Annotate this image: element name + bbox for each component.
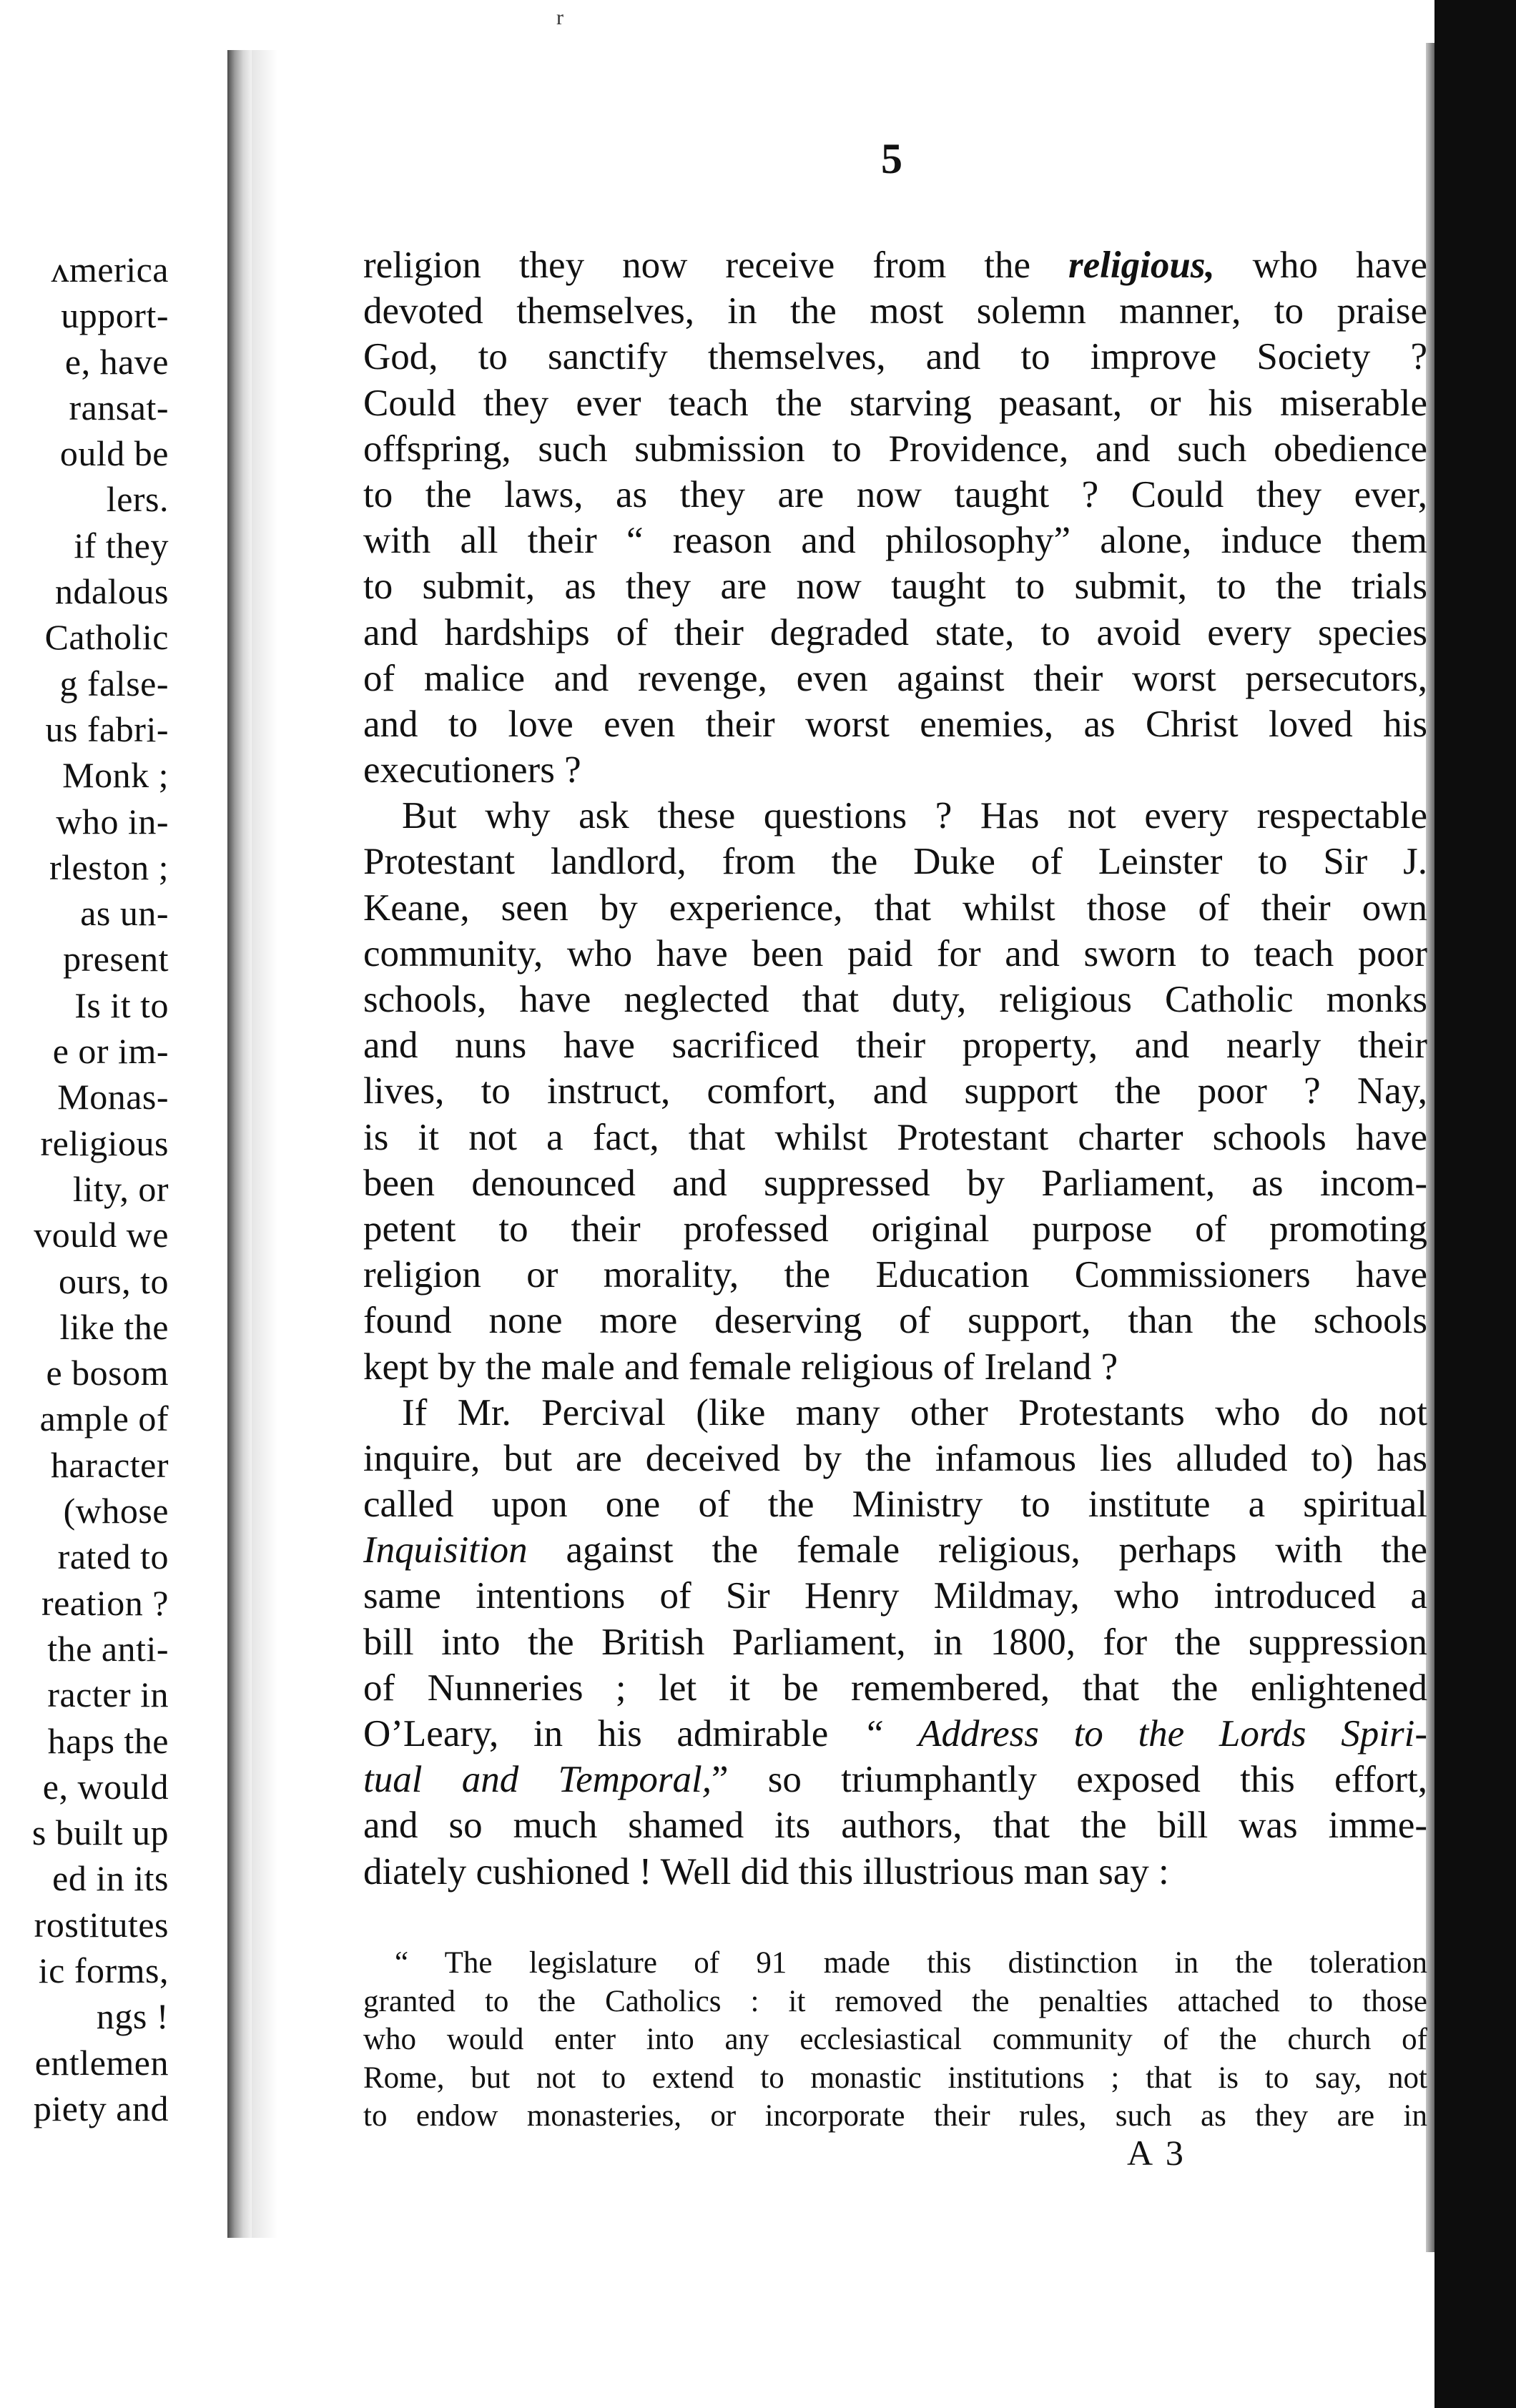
previous-page-line: reation ? bbox=[41, 1582, 169, 1623]
footnote-line: granted to the Catholics : it removed the penalties attached to those bbox=[363, 1984, 1427, 2018]
previous-page-line: Is it to bbox=[74, 985, 169, 1025]
previous-page-line: haracter bbox=[51, 1444, 169, 1485]
text-line: community, who have been paid for and sworn to teach poor bbox=[363, 932, 1427, 974]
previous-page-line: ours, to bbox=[59, 1260, 169, 1301]
previous-page-line: e bosom bbox=[46, 1353, 169, 1393]
previous-page-line: Monk ; bbox=[62, 755, 169, 796]
footnote-line: Rome, but not to extend to monastic institutions ; that is to say, not bbox=[363, 2061, 1427, 2095]
emphasis-address-title-cont: tual and Temporal, bbox=[363, 1759, 712, 1801]
previous-page-line: ed in its bbox=[52, 1858, 169, 1899]
text-line: kept by the male and female religious of Ireland ? bbox=[363, 1346, 1118, 1388]
footnote-line: “ The legislature of 91 made this distinction in the toleration bbox=[395, 1946, 1427, 1980]
text-line: Could they ever teach the starving peasant, or his miserable bbox=[363, 382, 1427, 424]
text-line: of Nunneries ; let it be remembered, that the enlightened bbox=[363, 1667, 1427, 1709]
previous-page-line: rated to bbox=[57, 1536, 169, 1577]
previous-page-line: Monas- bbox=[57, 1077, 169, 1117]
previous-page-line: rostitutes bbox=[34, 1904, 169, 1945]
book-gutter bbox=[227, 50, 252, 2238]
gutter-shadow bbox=[252, 50, 277, 2238]
text-line: offspring, such submission to Providence, and such obedience bbox=[363, 428, 1427, 470]
page-number: 5 bbox=[881, 135, 902, 182]
text-line: God, to sanctify themselves, and to improve Society ? bbox=[363, 336, 1427, 378]
previous-page-line: e, would bbox=[42, 1766, 169, 1807]
previous-page-line: ample of bbox=[39, 1398, 169, 1439]
previous-page-line: s built up bbox=[31, 1812, 169, 1853]
text-line: schools, have neglected that duty, religious Catholic monks bbox=[363, 979, 1427, 1020]
previous-page-line: ransat- bbox=[69, 387, 169, 428]
text-line: found none more deserving of support, than the schools bbox=[363, 1300, 1427, 1342]
emphasis-inquisition: Inquisition bbox=[363, 1529, 528, 1571]
previous-page-line: ould be bbox=[59, 433, 169, 474]
signature-mark: A 3 bbox=[1127, 2133, 1186, 2173]
emphasis-address-title: “ Address to the Lords Spiri- bbox=[862, 1713, 1427, 1755]
text-line: with all their “ reason and philosophy” alone, induce them bbox=[363, 520, 1427, 562]
previous-page-line: as un- bbox=[80, 893, 169, 934]
previous-page-line: who in- bbox=[56, 801, 169, 842]
previous-page-line: piety and bbox=[33, 2088, 169, 2128]
previous-page-line: racter in bbox=[47, 1674, 169, 1715]
text-line: religion they now receive from the religious, who have bbox=[363, 245, 1427, 286]
text-line: O’Leary, in his admirable “ Address to the Lords Spiri- bbox=[363, 1713, 1427, 1755]
footnote-line: who would enter into any ecclesiastical community of the church of bbox=[363, 2023, 1427, 2057]
text-line: Keane, seen by experience, that whilst those of their own bbox=[363, 887, 1427, 929]
footnote-quotation bbox=[363, 1944, 1427, 2136]
previous-page-fragment bbox=[0, 0, 229, 2408]
previous-page-line: e or im- bbox=[52, 1031, 169, 1072]
previous-page-line: haps the bbox=[47, 1720, 169, 1761]
text-line: of malice and revenge, even against their worst persecutors, bbox=[363, 657, 1427, 699]
previous-page-line: vould we bbox=[34, 1215, 169, 1255]
previous-page-line: ngs ! bbox=[96, 1996, 169, 2037]
text-line: and so much shamed its authors, that the bill was imme- bbox=[363, 1805, 1427, 1847]
previous-page-line: upport- bbox=[61, 295, 169, 336]
text-line: devoted themselves, in the most solemn manner, to praise bbox=[363, 290, 1427, 332]
scan-speck: r bbox=[556, 6, 563, 29]
scan-border bbox=[1434, 0, 1516, 2408]
text-line: to submit, as they are now taught to submit, to the trials bbox=[363, 566, 1427, 608]
previous-page-line: Catholic bbox=[44, 617, 169, 658]
previous-page-line: ʌmerica bbox=[51, 250, 169, 290]
previous-page-line: entlemen bbox=[34, 2042, 169, 2083]
text-line: same intentions of Sir Henry Mildmay, who introduced a bbox=[363, 1575, 1427, 1617]
previous-page-line: present bbox=[63, 939, 169, 980]
text-line: is it not a fact, that whilst Protestant charter schools have bbox=[363, 1116, 1427, 1158]
previous-page-line: lity, or bbox=[72, 1168, 169, 1209]
previous-page-line: us fabri- bbox=[45, 709, 169, 749]
previous-page-line: ndalous bbox=[54, 571, 169, 612]
footnote-line: to endow monasteries, or incorporate their rules, such as they are in bbox=[363, 2099, 1427, 2133]
text-line: and to love even their worst enemies, as Christ loved his bbox=[363, 703, 1427, 745]
text-line: If Mr. Percival (like many other Protestants who do not bbox=[402, 1391, 1427, 1434]
text-line: called upon one of the Ministry to institute a spiritual bbox=[363, 1484, 1427, 1526]
text-line: bill into the British Parliament, in 1800, for the suppression bbox=[363, 1621, 1427, 1663]
text-line: been denounced and suppressed by Parliament, as incom- bbox=[363, 1162, 1427, 1204]
text-line: petent to their professed original purpose of promoting bbox=[363, 1208, 1427, 1250]
previous-page-line: g false- bbox=[59, 663, 169, 704]
text-line: Protestant landlord, from the Duke of Leinster to Sir J. bbox=[363, 841, 1427, 883]
previous-page-line: if they bbox=[74, 525, 169, 566]
previous-page-line: like the bbox=[59, 1306, 169, 1347]
previous-page-line: ic forms, bbox=[38, 1950, 169, 1990]
text-line: But why ask these questions ? Has not every respectable bbox=[402, 795, 1427, 837]
previous-page-line: rleston ; bbox=[49, 847, 169, 887]
text-line: lives, to instruct, comfort, and support the poor ? Nay, bbox=[363, 1070, 1427, 1112]
previous-page-line: (whose bbox=[63, 1491, 169, 1531]
previous-page-line: e, have bbox=[64, 341, 169, 382]
text-line: religion or morality, the Education Commissioners have bbox=[363, 1254, 1427, 1296]
text-line: inquire, but are deceived by the infamous lies alluded to) has bbox=[363, 1437, 1427, 1479]
text-line: tual and Temporal,” so triumphantly exposed this effort, bbox=[363, 1759, 1427, 1801]
previous-page-line: lers. bbox=[106, 479, 169, 520]
previous-page-text bbox=[0, 247, 169, 2131]
emphasis-religious: religious, bbox=[1068, 245, 1215, 286]
body-text bbox=[363, 242, 1427, 1895]
previous-page-line: religious bbox=[40, 1122, 169, 1163]
text-line: executioners ? bbox=[363, 749, 581, 791]
text-line: to the laws, as they are now taught ? Could they ever, bbox=[363, 473, 1427, 515]
text-line: diately cushioned ! Well did this illustrious man say : bbox=[363, 1850, 1169, 1893]
previous-page-line: the anti- bbox=[47, 1628, 169, 1669]
text-line: and hardships of their degraded state, to avoid every species bbox=[363, 611, 1427, 653]
text-line: and nuns have sacrificed their property, and nearly their bbox=[363, 1025, 1427, 1067]
text-line: Inquisition against the female religious, perhaps with the bbox=[363, 1529, 1427, 1571]
